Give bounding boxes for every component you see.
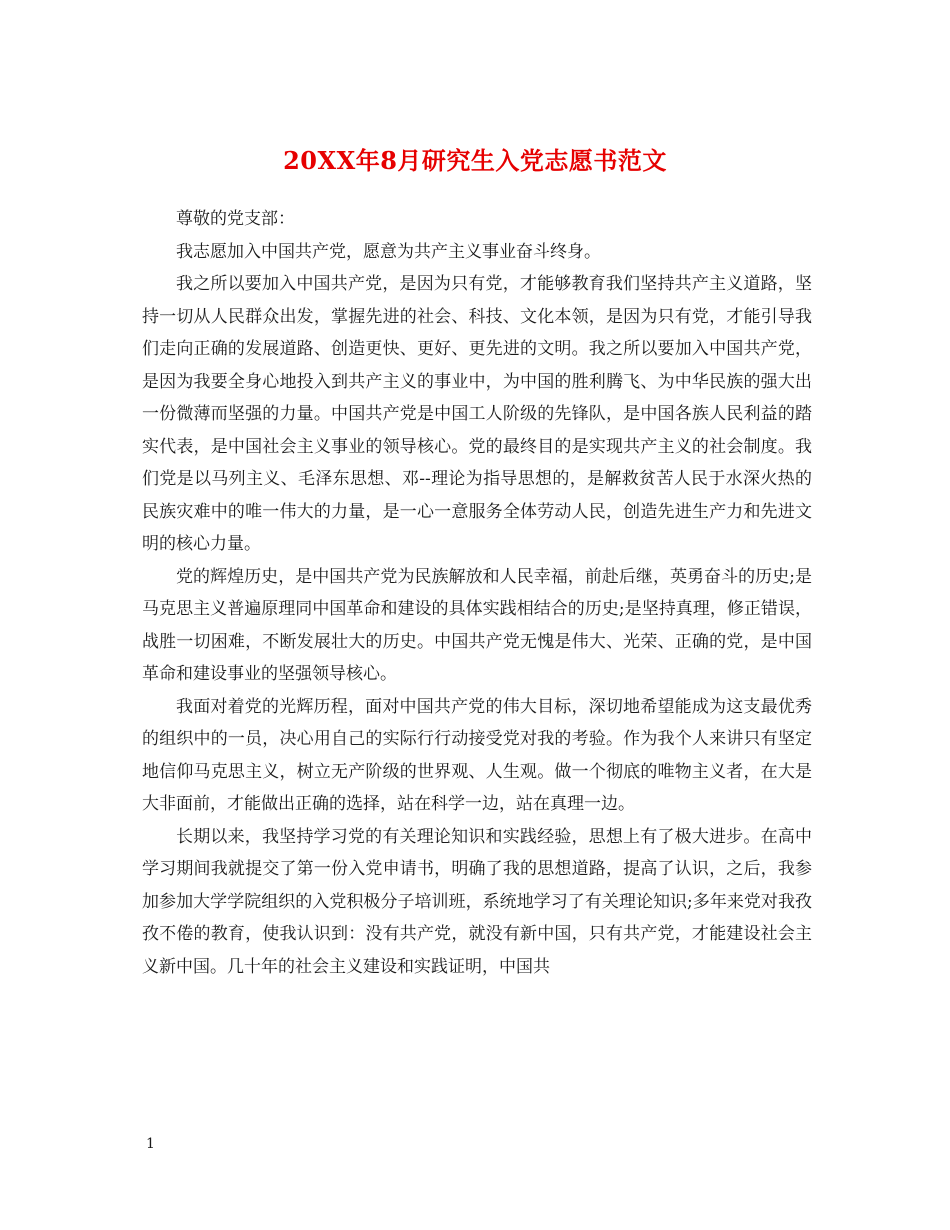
page-number: 1 — [146, 1136, 155, 1152]
document-body — [142, 203, 812, 983]
document-title: 20XX年8月研究生入党志愿书范文 — [283, 146, 667, 176]
paragraph-study: 长期以来，我坚持学习党的有关理论知识和实践经验，思想上有了极大进步。在高中学习期间我就提交了第一份入党申请书，明确了我的思想道路，提高了认识，之后，我参加参加大学学院组织的入党积极分子培训班，系统地学习了有关理论知识;多年来党对我孜孜不倦的教育，使我认识到：没有共产党，就没有新中国，只有共产党，才能建设社会主义新中国。几十年的社会主义建设和实践证明，中国共 — [142, 826, 812, 977]
salutation: 尊敬的党支部： — [176, 209, 295, 229]
paragraph-reasons: 我之所以要加入中国共产党，是因为只有党，才能够教育我们坚持共产主义道路，坚持一切从人民群众出发，掌握先进的社会、科技、文化本领，是因为只有党，才能引导我们走向正确的发展道路、创造更快、更好、更先进的文明。我之所以要加入中国共产党，是因为我要全身心地投入到共产主义的事业中，为中国的胜利腾飞、为中华民族的强大出一份微薄而坚强的力量。中国共产党是中国工人阶级的先锋队，是中国各族人民利益的踏实代表，是中国社会主义事业的领导核心。党的最终目的是实现共产主义的社会制度。我们党是以马列主义、毛泽东思想、邓--理论为指导思想的，是解救贫苦人民于水深火热的民族灾难中的唯一伟大的力量，是一心一意服务全体劳动人民，创造先进生产力和先进文明的核心力量。 — [142, 274, 812, 554]
paragraph-intro: 我志愿加入中国共产党，愿意为共产主义事业奋斗终身。 — [176, 241, 601, 262]
paragraph-resolve: 我面对着党的光辉历程，面对中国共产党的伟大目标，深切地希望能成为这支最优秀的组织中的一员，决心用自己的实际行行动接受党对我的考验。作为我个人来讲只有坚定地信仰马克思主义，树立无产阶级的世界观、人生观。做一个彻底的唯物主义者，在大是大非面前，才能做出正确的选择，站在科学一边，站在真理一边。 — [142, 696, 812, 814]
paragraph-history: 党的辉煌历史，是中国共产党为民族解放和人民幸福，前赴后继，英勇奋斗的历史;是马克思主义普遍原理同中国革命和建设的具体实践相结合的历史;是坚持真理，修正错误，战胜一切困难，不断发展壮大的历史。中国共产党无愧是伟大、光荣、正确的党，是中国革命和建设事业的坚强领导核心。 — [142, 566, 812, 684]
